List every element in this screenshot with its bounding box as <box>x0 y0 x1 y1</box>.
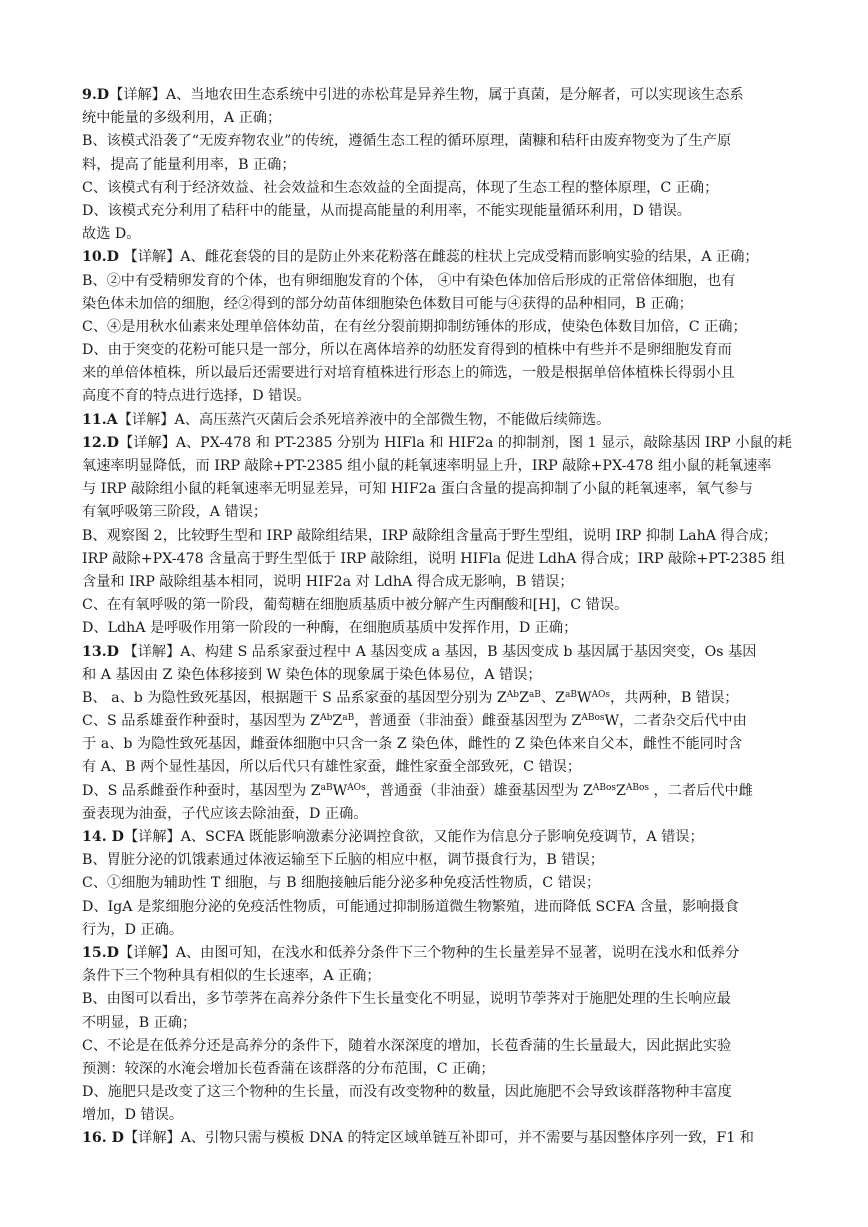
text-line <box>82 130 792 153</box>
text-segment: 有氧呼吸第三阶段，A 错误； <box>82 504 268 521</box>
question-number: 11.A <box>82 411 118 428</box>
text-line <box>82 988 792 1011</box>
text-line <box>82 733 792 756</box>
text-segment: 料，提高了能量利用率，B 正确； <box>82 156 296 173</box>
text-line <box>82 1058 792 1081</box>
text-line <box>82 872 792 895</box>
text-segment: 和 A 基因由 Z 染色体移接到 W 染色体的现象属于染色体易位，A 错误； <box>82 666 542 683</box>
text-line <box>82 548 792 571</box>
text-line <box>82 1012 792 1035</box>
genotype-superscript: aB <box>342 713 355 724</box>
genotype-superscript: Ab <box>506 689 520 700</box>
text-segment: W <box>576 689 592 706</box>
text-line <box>82 501 792 524</box>
text-segment: 氧速率明显降低，而 IRP 敲除+PT-2385 组小鼠的耗氧速率明显上升，IRP 敲除+PX-478 组小鼠的耗氧速率 <box>82 458 772 474</box>
text-segment: 【详解】A、SCFA 既能影响激素分泌调控食欲，又能作为信息分子影响免疫调节，A 错误； <box>123 829 704 845</box>
text-segment: Z <box>332 713 343 730</box>
text-segment: 行为，D 正确。 <box>82 921 184 938</box>
text-segment: B、观察图 2，比较野生型和 IRP 敲除组结果，IRP 敲除组含量高于野生型组，说明 IRP 抑制 LahA 得合成； <box>82 527 778 544</box>
text-segment: Z <box>616 782 626 799</box>
text-segment: 、Z <box>540 689 565 706</box>
text-line <box>82 316 792 339</box>
text-line <box>82 617 792 640</box>
text-line <box>82 687 792 710</box>
text-line <box>82 826 792 849</box>
text-segment: 【详解】A、高压蒸汽灭菌后会杀死培养液中的全部微生物，不能做后续筛选。 <box>117 411 611 428</box>
text-segment: 【详解】A、构建 S 品系家蚕过程中 A 基因变成 a 基因，B 基因变成 b 基因属于基因突变，Os 基因 <box>119 643 757 660</box>
question-number: 15.D <box>82 944 119 961</box>
text-segment: B、胃脏分泌的饥饿素通过体液运输至下丘脑的相应中枢，调节摄食行为，B 错误； <box>82 852 604 869</box>
text-segment: ，普通蚕（非油蚕）雄蚕基因型为 Z <box>365 782 593 799</box>
text-segment: 预测：较深的水淹会增加长苞香蒲在该群落的分布范围，C 正确； <box>82 1060 495 1077</box>
text-line <box>82 246 792 269</box>
text-segment: 【详解】A、引物只需与模板 DNA 的特定区域单链互补即可，并不需要与基因整体序列一致，F1 和 <box>123 1130 754 1147</box>
question-number: 14. D <box>82 829 124 845</box>
text-segment: IRP 敲除+PX-478 含量高于野生型低于 IRP 敲除组，说明 HIFla 促进 LdhA 得合成；IRP 敲除+PT-2385 组 <box>82 550 786 567</box>
text-line <box>82 385 792 408</box>
question-number: 12.D <box>82 434 119 451</box>
text-line <box>82 432 792 455</box>
text-line <box>82 756 792 779</box>
text-segment: C、不论是在低养分还是高养分的条件下，随着水深深度的增加，长苞香蒲的生长量最大，因此据此实验 <box>82 1037 732 1054</box>
question-number: 16. D <box>82 1130 124 1147</box>
text-segment: B、该模式沿袭了“无废弃物农业”的传统，遵循生态工程的循环原理，菌糠和秸秆由废弃物变为了生产原 <box>82 133 732 150</box>
genotype-superscript: Ab <box>320 713 333 724</box>
text-segment: D、IgA 是浆细胞分泌的免疫活性物质，可能通过抑制肠道微生物繁殖，进而降低 SCFA 含量，影响摄食 <box>82 898 739 915</box>
text-segment: 【详解】A、当地农田生态系统中引进的赤松茸是异养生物，属于真菌，是分解者，可以实现该生态系 <box>109 87 744 103</box>
text-line <box>82 1035 792 1058</box>
text-line <box>82 525 792 548</box>
text-segment: 增加，D 错误。 <box>82 1107 184 1124</box>
genotype-superscript: aB <box>320 782 333 793</box>
text-line <box>82 293 792 316</box>
text-line <box>82 919 792 942</box>
text-segment: D、由于突变的花粉可能只是一部分，所以在离体培养的幼胚发育得到的植株中有些并不是卵细胞发育而 <box>82 342 732 359</box>
text-line <box>82 1081 792 1104</box>
text-segment: B、 a、b 为隐性致死基因，根据题干 S 品系家蚕的基因型分别为 Z <box>82 689 507 706</box>
text-segment: 含量和 IRP 敲除组基本相同，说明 HIF2a 对 LdhA 得合成无影响，B 错误； <box>82 573 574 590</box>
text-line <box>82 641 792 664</box>
text-segment: W <box>332 782 348 799</box>
text-segment: B、②中有受精卵发育的个体，也有卵细胞发育的个体， ④中有染色体加倍后形成的正常倍体细胞，也有 <box>82 272 736 289</box>
text-segment: 有 A、B 两个显性基因，所以后代只有雄性家蚕，雌性家蚕全部致死，C 错误； <box>82 759 582 776</box>
text-segment: 【详解】A、雌花套袋的目的是防止外来花粉落在雌蕊的柱状上完成受精而影响实验的结果，A 正确； <box>119 249 759 266</box>
genotype-superscript: aB <box>564 689 577 700</box>
text-segment: 高度不育的特点进行选择，D 错误。 <box>82 388 311 405</box>
text-segment: D、该模式充分利用了秸秆中的能量，从而提高能量的利用率，不能实现能量循环利用，D 错误。 <box>82 202 691 219</box>
text-segment: 【详解】A、由图可知，在浅水和低养分条件下三个物种的生长量差异不显著，说明在浅水和低养分 <box>119 944 740 961</box>
text-line <box>82 270 792 293</box>
genotype-superscript: ABos <box>625 782 650 793</box>
text-line <box>82 223 792 246</box>
genotype-superscript: AOs <box>347 782 366 793</box>
text-segment: 不明显，B 正确； <box>82 1014 197 1031</box>
text-segment: B、由图可以看出，多节荸荠在高养分条件下生长量变化不明显，说明节荸荠对于施肥处理的生长响应最 <box>82 991 731 1008</box>
text-line <box>82 339 792 362</box>
text-segment: 染色体未加倍的细胞，经②得到的部分幼苗体细胞染色体数目可能与④获得的品种相同，B 正确； <box>82 295 693 312</box>
text-line <box>82 942 792 965</box>
text-segment: C、在有氧呼吸的第一阶段，葡萄糖在细胞质基质中被分解产生丙酮酸和[H]，C 错误。 <box>82 597 629 614</box>
text-segment: D、S 品系雌蚕作种蚕时，基因型为 Z <box>82 782 321 799</box>
text-line <box>82 177 792 200</box>
text-line <box>82 455 792 478</box>
genotype-superscript: ABos <box>592 782 617 793</box>
question-number: 9.D <box>82 87 110 103</box>
genotype-superscript: AOs <box>591 689 611 700</box>
text-line <box>82 803 792 826</box>
text-line <box>82 84 792 107</box>
text-line <box>82 362 792 385</box>
text-segment: C、④是用秋水仙素来处理单倍体幼苗，在有丝分裂前期抑制纺锤体的形成，使染色体数目加倍，C 正确； <box>82 318 747 335</box>
text-line <box>82 965 792 988</box>
text-segment: D、LdhA 是呼吸作用第一阶段的一种酶，在细胞质基质中发挥作用，D 正确； <box>82 620 578 637</box>
text-segment: 于 a、b 为隐性致死基因，雌蚕体细胞中只含一条 Z 染色体，雌性的 Z 染色体来自父本，雌性不能同时含 <box>82 736 743 753</box>
text-segment: ，普通蚕（非油蚕）雌蚕基因型为 Z <box>354 713 582 730</box>
text-line <box>82 1127 792 1150</box>
text-segment: ，二者后代中雌 <box>649 782 753 799</box>
text-line <box>82 154 792 177</box>
text-line <box>82 780 792 803</box>
text-segment: 故选 D。 <box>82 226 141 243</box>
text-segment: 来的单倍体植株，所以最后还需要进行对培育植株进行形态上的筛选，一般是根据单倍体植株长得弱小且 <box>82 365 735 382</box>
text-segment: 【详解】A、PX-478 和 PT-2385 分别为 HIFla 和 HIF2a 的抑制剂，图 1 显示，敲除基因 IRP 小鼠的耗 <box>119 434 792 451</box>
text-segment: C、S 品系雄蚕作种蚕时，基因型为 Z <box>82 713 321 730</box>
text-line <box>82 200 792 223</box>
text-line <box>82 571 792 594</box>
text-line <box>82 107 792 130</box>
text-line <box>82 409 792 432</box>
text-line <box>82 664 792 687</box>
text-line <box>82 710 792 733</box>
text-segment: W，二者杂交后代中由 <box>604 713 747 730</box>
text-line <box>82 478 792 501</box>
text-segment: 蚕表现为油蚕，子代应该去除油蚕，D 正确。 <box>82 805 368 822</box>
text-segment: 与 IRP 敲除组小鼠的耗氧速率无明显差异，可知 HIF2a 蛋白含量的提高抑制了小鼠的耗氧速率，氧气参与 <box>82 481 753 498</box>
text-line <box>82 1104 792 1127</box>
text-segment: 条件下三个物种具有相似的生长速率，A 正确； <box>82 968 381 985</box>
text-segment: D、施肥只是改变了这三个物种的生长量，而没有改变物种的数量，因此施肥不会导致该群落物种丰富度 <box>82 1084 732 1101</box>
text-segment: ，共两种，B 错误； <box>610 689 739 706</box>
question-number: 10.D <box>82 249 119 266</box>
genotype-superscript: aB <box>528 689 541 700</box>
text-segment: C、该模式有利于经济效益、社会效益和生态效益的全面提高，体现了生态工程的整体原理，C 正确； <box>82 179 719 196</box>
genotype-superscript: ABos <box>581 713 605 724</box>
text-line <box>82 896 792 919</box>
text-segment: 统中能量的多级利用，A 正确； <box>82 110 282 127</box>
question-number: 13.D <box>82 643 119 660</box>
text-line <box>82 849 792 872</box>
text-segment: Z <box>519 689 529 706</box>
text-line <box>82 594 792 617</box>
text-segment: C、①细胞为辅助性 T 细胞，与 B 细胞接触后能分泌多种免疫活性物质，C 错误； <box>82 875 601 892</box>
